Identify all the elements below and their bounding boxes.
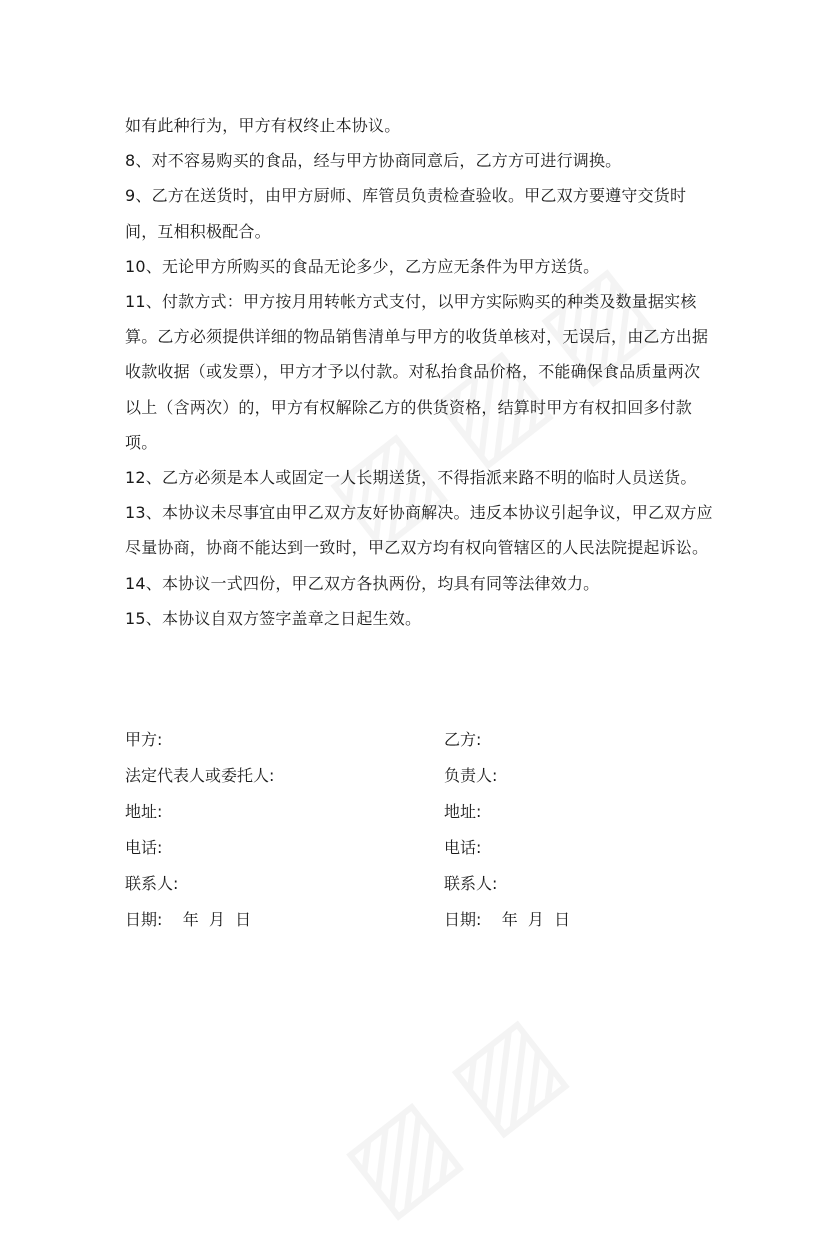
party-b-address-label: 地址: — [444, 802, 482, 821]
clause-10: 10、无论甲方所购买的食品无论多少，乙方应无条件为甲方送货。 — [125, 256, 600, 276]
clause-continuation: 如有此种行为，甲方有权终止本协议。 — [125, 116, 401, 135]
watermark — [319, 971, 609, 1237]
clause-12: 12、乙方必须是本人或固定一人长期送货，不得指派来路不明的临时人员送货。 — [125, 468, 697, 488]
party-b-phone-label: 电话: — [444, 838, 482, 857]
party-a-representative-label: 法定代表人或委托人: — [125, 766, 275, 785]
party-a-address-label: 地址: — [125, 802, 163, 821]
clause-9: 9、乙方在送货时，由甲方厨师、库管员负责检查验收。甲乙双方要遵守交货时间，互相积极配合。 — [125, 186, 687, 241]
party-a-signature-block — [125, 722, 425, 938]
party-b-date-label: 日期: 年 月 日 — [444, 910, 571, 929]
clause-15: 15、本协议自双方签字盖章之日起生效。 — [125, 608, 422, 628]
clause-14: 14、本协议一式四份，甲乙双方各执两份，均具有同等法律效力。 — [125, 573, 600, 593]
party-b-representative-label: 负责人: — [444, 766, 498, 785]
agreement-clauses — [125, 108, 713, 636]
clause-11: 11、付款方式：甲方按月用转帐方式支付，以甲方实际购买的种类及数量据实核算。乙方必须提供详细的物品销售清单与甲方的收货单核对，无误后，由乙方出据收款收据（或发票），甲方才予以付款。对私抬食品价格，不能确保食品质量两次以上（含两次）的，甲方有权解除乙方的供货资格，结算时甲方有权扣回多付款项。 — [125, 292, 709, 452]
party-a-date-label: 日期: 年 月 日 — [125, 910, 252, 929]
party-a-phone-label: 电话: — [125, 838, 163, 857]
party-b-signature-block — [444, 722, 744, 938]
party-a-name-label: 甲方: — [125, 730, 163, 749]
clause-13: 13、本协议未尽事宜由甲乙双方友好协商解决。违反本协议引起争议，甲乙双方应尽量协商，协商不能达到一致时，甲乙双方均有权向管辖区的人民法院提起诉讼。 — [125, 503, 713, 558]
party-a-contact-label: 联系人: — [125, 874, 179, 893]
party-b-contact-label: 联系人: — [444, 874, 498, 893]
party-b-name-label: 乙方: — [444, 730, 482, 749]
clause-8: 8、对不容易购买的食品，经与甲方协商同意后，乙方方可进行调换。 — [125, 151, 622, 171]
